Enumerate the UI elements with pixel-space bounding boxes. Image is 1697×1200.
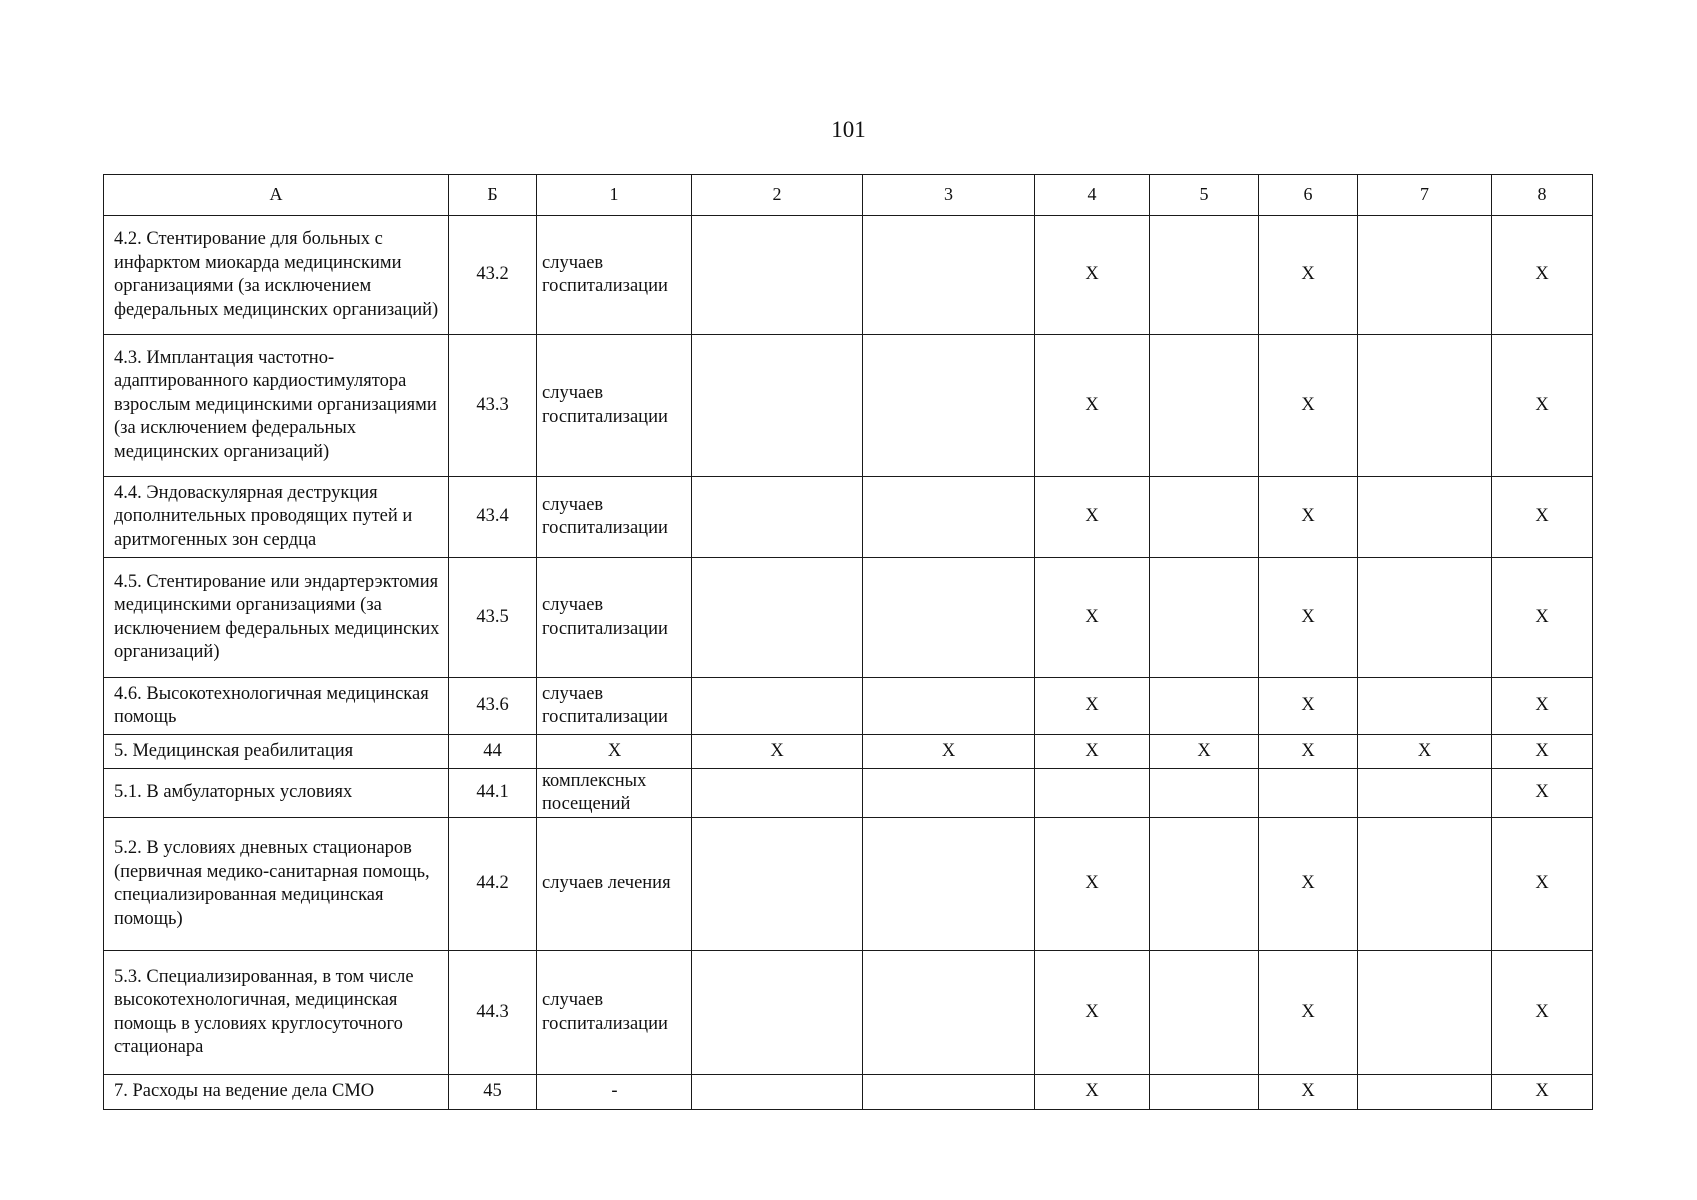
cell-col-7 [1358,477,1492,558]
cell-col-2 [692,558,863,678]
cell-col-5 [1150,558,1259,678]
cell-col-2 [692,769,863,818]
row-name: 4.4. Эндоваскулярная деструкция дополнительных проводящих путей и аритмогенных зон сердца [104,477,449,558]
cell-col-2: Х [692,735,863,769]
cell-col-8: Х [1492,558,1593,678]
cell-col-8: Х [1492,769,1593,818]
row-unit: случаев госпитализации [537,558,692,678]
table-row [104,951,1593,1075]
cell-col-4: Х [1035,678,1150,735]
row-unit: комплексных посещений [537,769,692,818]
row-code: 44.2 [449,818,537,951]
row-name: 4.6. Высокотехнологичная медицинская помощь [104,678,449,735]
row-unit: случаев госпитализации [537,335,692,477]
table-row [104,477,1593,558]
cell-col-5 [1150,818,1259,951]
cell-col-3 [863,678,1035,735]
header-cell-4: 4 [1035,175,1150,216]
header-cell-3: 3 [863,175,1035,216]
header-cell-a: А [104,175,449,216]
cell-col-4 [1035,769,1150,818]
cell-col-5: Х [1150,735,1259,769]
cell-col-8: Х [1492,735,1593,769]
row-code: 43.2 [449,216,537,335]
table-row [104,558,1593,678]
cell-col-3 [863,769,1035,818]
table-row [104,216,1593,335]
row-code: 44.1 [449,769,537,818]
header-cell-7: 7 [1358,175,1492,216]
cell-col-7 [1358,678,1492,735]
cell-col-8: Х [1492,216,1593,335]
cell-col-4: Х [1035,335,1150,477]
cell-col-5 [1150,951,1259,1075]
cell-col-2 [692,335,863,477]
cell-col-6: Х [1259,818,1358,951]
cell-col-6: Х [1259,1075,1358,1110]
cell-col-4: Х [1035,951,1150,1075]
row-code: 45 [449,1075,537,1110]
row-unit: случаев госпитализации [537,216,692,335]
cell-col-7 [1358,769,1492,818]
row-code: 43.3 [449,335,537,477]
page-number: 101 [831,117,866,142]
cell-col-4: Х [1035,1075,1150,1110]
cell-col-5 [1150,335,1259,477]
table-row [104,818,1593,951]
row-code: 43.6 [449,678,537,735]
header-cell-6: 6 [1259,175,1358,216]
cell-col-6: Х [1259,951,1358,1075]
row-name: 4.5. Стентирование или эндартерэктомия медицинскими организациями (за исключением федеральных медицинских организаций) [104,558,449,678]
cell-col-6: Х [1259,477,1358,558]
table-row [104,769,1593,818]
table-row [104,678,1593,735]
cell-col-6: Х [1259,335,1358,477]
row-name: 4.3. Имплантация частотно-адаптированного кардиостимулятора взрослым медицинскими организациями (за исключением федеральных медицинских организаций) [104,335,449,477]
row-unit: случаев госпитализации [537,477,692,558]
cell-col-2 [692,818,863,951]
row-unit: случаев госпитализации [537,951,692,1075]
row-unit: Х [537,735,692,769]
cell-col-3 [863,558,1035,678]
row-name: 5. Медицинская реабилитация [104,735,449,769]
cell-col-4: Х [1035,735,1150,769]
row-unit: случаев лечения [537,818,692,951]
cell-col-8: Х [1492,1075,1593,1110]
cell-col-5 [1150,769,1259,818]
cell-col-7 [1358,335,1492,477]
cell-col-3: Х [863,735,1035,769]
row-code: 43.4 [449,477,537,558]
table-row [104,1075,1593,1110]
cell-col-7 [1358,216,1492,335]
cell-col-6: Х [1259,678,1358,735]
cell-col-5 [1150,216,1259,335]
row-name: 7. Расходы на ведение дела СМО [104,1075,449,1110]
data-table [103,174,1593,1110]
cell-col-7 [1358,1075,1492,1110]
row-name: 4.2. Стентирование для больных с инфарктом миокарда медицинскими организациями (за исключением федеральных медицинских организаций) [104,216,449,335]
cell-col-5 [1150,477,1259,558]
cell-col-8: Х [1492,678,1593,735]
cell-col-2 [692,678,863,735]
cell-col-6 [1259,769,1358,818]
cell-col-7 [1358,951,1492,1075]
cell-col-3 [863,951,1035,1075]
cell-col-4: Х [1035,216,1150,335]
cell-col-6: Х [1259,216,1358,335]
table-row [104,735,1593,769]
cell-col-8: Х [1492,951,1593,1075]
cell-col-4: Х [1035,818,1150,951]
row-code: 44.3 [449,951,537,1075]
row-unit: - [537,1075,692,1110]
cell-col-7 [1358,558,1492,678]
header-cell-2: 2 [692,175,863,216]
cell-col-5 [1150,1075,1259,1110]
row-name: 5.2. В условиях дневных стационаров (первичная медико-санитарная помощь, специализированная медицинская помощь) [104,818,449,951]
row-name: 5.3. Специализированная, в том числе высокотехнологичная, медицинская помощь в условиях круглосуточного стационара [104,951,449,1075]
row-unit: случаев госпитализации [537,678,692,735]
cell-col-2 [692,216,863,335]
header-cell-b: Б [449,175,537,216]
cell-col-3 [863,216,1035,335]
header-cell-8: 8 [1492,175,1593,216]
header-row [104,175,1593,216]
cell-col-4: Х [1035,477,1150,558]
cell-col-6: Х [1259,735,1358,769]
cell-col-8: Х [1492,477,1593,558]
row-code: 43.5 [449,558,537,678]
cell-col-2 [692,477,863,558]
header-cell-5: 5 [1150,175,1259,216]
cell-col-2 [692,1075,863,1110]
cell-col-3 [863,1075,1035,1110]
cell-col-8: Х [1492,818,1593,951]
cell-col-6: Х [1259,558,1358,678]
cell-col-5 [1150,678,1259,735]
cell-col-3 [863,818,1035,951]
row-name: 5.1. В амбулаторных условиях [104,769,449,818]
cell-col-7 [1358,818,1492,951]
cell-col-2 [692,951,863,1075]
table-row [104,335,1593,477]
cell-col-7: Х [1358,735,1492,769]
cell-col-3 [863,477,1035,558]
cell-col-3 [863,335,1035,477]
header-cell-1: 1 [537,175,692,216]
cell-col-8: Х [1492,335,1593,477]
cell-col-4: Х [1035,558,1150,678]
row-code: 44 [449,735,537,769]
